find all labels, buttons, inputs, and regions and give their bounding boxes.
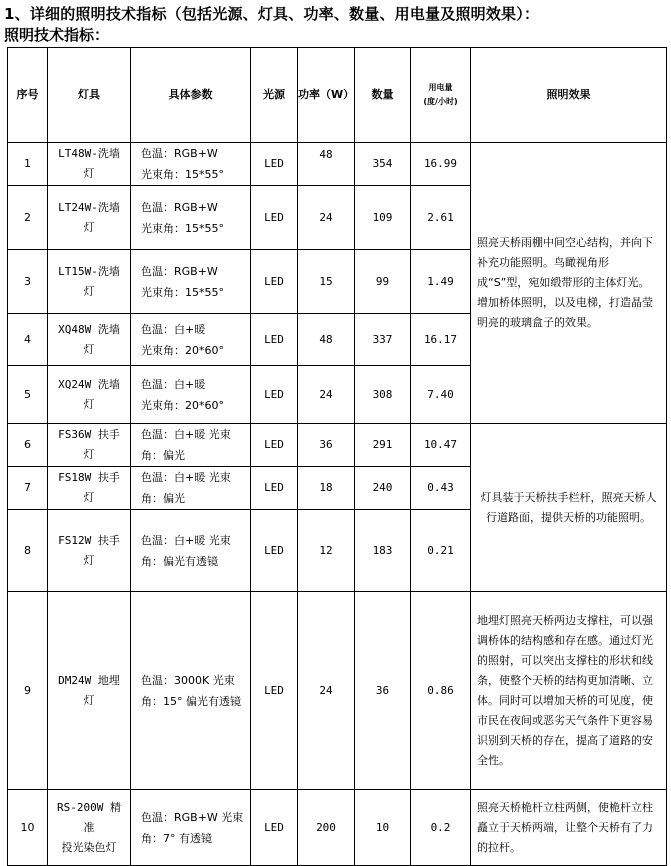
param-beam-angle: 角：7° 有透镜 bbox=[141, 831, 212, 845]
row-lamp: FS36W 扶手灯 bbox=[48, 424, 131, 467]
usage-unit: (度/小时) bbox=[423, 97, 458, 106]
param-color-temp: 色温：白+暖 bbox=[141, 322, 206, 336]
row-qty: 308 bbox=[355, 366, 411, 424]
row-source: LED bbox=[251, 314, 298, 366]
row-usage: 2.61 bbox=[411, 186, 471, 250]
row-lamp: FS12W 扶手灯 bbox=[48, 510, 131, 592]
row-power: 200 bbox=[298, 790, 355, 866]
row-no: 2 bbox=[8, 186, 48, 250]
row-params bbox=[131, 424, 251, 467]
row-no: 8 bbox=[8, 510, 48, 592]
row-power: 12 bbox=[298, 510, 355, 592]
row-params bbox=[131, 186, 251, 250]
section-subheading: 照明技术指标： bbox=[4, 26, 110, 44]
lamp-type: 投光染色灯 bbox=[61, 840, 117, 854]
row-power: 48 bbox=[298, 314, 355, 366]
param-color-temp: 色温：3000K 光束 bbox=[141, 673, 235, 687]
row-usage: 0.86 bbox=[411, 592, 471, 790]
param-color-temp: 色温：RGB+W bbox=[141, 147, 218, 160]
effect-group-1: 照亮天桥雨棚中间空心结构，并向下补充功能照明。鸟瞰视角形成“S”型，宛如缎带形的主体灯光。增加桥体照明，以及电梯，打造晶莹明亮的玻璃盒子的效果。 bbox=[471, 143, 667, 424]
param-color-temp: 色温：白+暖 光束 bbox=[141, 471, 231, 484]
param-color-temp: 色温：白+暖 bbox=[141, 377, 206, 391]
row-power: 24 bbox=[298, 366, 355, 424]
row-source: LED bbox=[251, 790, 298, 866]
row-qty: 240 bbox=[355, 467, 411, 510]
row-source: LED bbox=[251, 366, 298, 424]
row-no: 7 bbox=[8, 467, 48, 510]
row-no: 9 bbox=[8, 592, 48, 790]
param-color-temp: 色温：白+暖 光束 bbox=[141, 428, 231, 441]
row-lamp: FS18W 扶手灯 bbox=[48, 467, 131, 510]
row-params bbox=[131, 314, 251, 366]
param-beam-angle: 角：偏光 bbox=[141, 492, 185, 505]
table-row bbox=[8, 143, 667, 186]
param-color-temp: 色温：RGB+W bbox=[141, 200, 218, 214]
row-no: 6 bbox=[8, 424, 48, 467]
table-row bbox=[8, 790, 667, 866]
lamp-model: RS-200W 精准 bbox=[57, 800, 121, 834]
usage-label: 用电量 bbox=[428, 83, 453, 92]
row-usage: 16.17 bbox=[411, 314, 471, 366]
row-params bbox=[131, 467, 251, 510]
param-beam-angle: 角：偏光 bbox=[141, 449, 185, 462]
row-lamp: LT24W-洗墙灯 bbox=[48, 186, 131, 250]
row-lamp: LT15W-洗墙灯 bbox=[48, 250, 131, 314]
row-power: 24 bbox=[298, 592, 355, 790]
section-heading: 1、详细的照明技术指标（包括光源、灯具、功率、数量、用电量及照明效果）： bbox=[4, 5, 540, 23]
row-qty: 36 bbox=[355, 592, 411, 790]
table-row bbox=[8, 424, 667, 467]
param-beam-angle: 光束角：15*55° bbox=[141, 221, 224, 235]
effect-group-2: 灯具装于天桥扶手栏杆，照亮天桥人行道路面，提供天桥的功能照明。 bbox=[471, 424, 667, 592]
row-params bbox=[131, 366, 251, 424]
row-usage: 1.49 bbox=[411, 250, 471, 314]
row-lamp: XQ24W 洗墙灯 bbox=[48, 366, 131, 424]
col-header-usage bbox=[411, 48, 471, 143]
row-source: LED bbox=[251, 510, 298, 592]
lighting-spec-table bbox=[7, 47, 667, 866]
row-qty: 99 bbox=[355, 250, 411, 314]
col-header-source: 光源 bbox=[251, 48, 298, 143]
col-header-effect: 照明效果 bbox=[471, 48, 667, 143]
row-lamp: XQ48W 洗墙灯 bbox=[48, 314, 131, 366]
row-lamp bbox=[48, 790, 131, 866]
row-usage: 10.47 bbox=[411, 424, 471, 467]
row-source: LED bbox=[251, 186, 298, 250]
param-color-temp: 色温：白+暖 光束 bbox=[141, 533, 231, 547]
row-power: 36 bbox=[298, 424, 355, 467]
row-power: 18 bbox=[298, 467, 355, 510]
param-beam-angle: 光束角：15*55° bbox=[141, 168, 224, 181]
row-params bbox=[131, 250, 251, 314]
row-usage: 0.2 bbox=[411, 790, 471, 866]
param-color-temp: 色温：RGB+W bbox=[141, 264, 218, 278]
param-color-temp: 色温：RGB+W 光束 bbox=[141, 810, 244, 824]
param-beam-angle: 光束角：15*55° bbox=[141, 285, 224, 299]
param-beam-angle: 角：偏光有透镜 bbox=[141, 554, 218, 568]
row-qty: 183 bbox=[355, 510, 411, 592]
row-source: LED bbox=[251, 592, 298, 790]
row-qty: 10 bbox=[355, 790, 411, 866]
col-header-lamp: 灯具 bbox=[48, 48, 131, 143]
row-params bbox=[131, 790, 251, 866]
row-source: LED bbox=[251, 424, 298, 467]
row-usage: 0.21 bbox=[411, 510, 471, 592]
param-beam-angle: 光束角：20*60° bbox=[141, 398, 224, 412]
row-params bbox=[131, 592, 251, 790]
row-usage: 0.43 bbox=[411, 467, 471, 510]
row-lamp: LT48W-洗墙灯 bbox=[48, 143, 131, 186]
col-header-params: 具体参数 bbox=[131, 48, 251, 143]
row-params bbox=[131, 510, 251, 592]
row-usage: 16.99 bbox=[411, 143, 471, 186]
row-no: 5 bbox=[8, 366, 48, 424]
row-params bbox=[131, 143, 251, 186]
row-lamp: DM24W 地埋灯 bbox=[48, 592, 131, 790]
row-no: 10 bbox=[8, 790, 48, 866]
row-power: 15 bbox=[298, 250, 355, 314]
row-qty: 109 bbox=[355, 186, 411, 250]
col-header-power: 功率（W） bbox=[298, 48, 355, 143]
row-qty: 291 bbox=[355, 424, 411, 467]
effect-group-4: 照亮天桥桅杆立柱两侧，使桅杆立柱矗立于天桥两端，让整个天桥有了力的拉杆。 bbox=[471, 790, 667, 866]
row-source: LED bbox=[251, 467, 298, 510]
table-header-row bbox=[8, 48, 667, 143]
row-power: 24 bbox=[298, 186, 355, 250]
row-no: 3 bbox=[8, 250, 48, 314]
row-no: 1 bbox=[8, 143, 48, 186]
row-usage: 7.40 bbox=[411, 366, 471, 424]
param-beam-angle: 角：15° 偏光有透镜 bbox=[141, 694, 241, 708]
row-source: LED bbox=[251, 143, 298, 186]
table-row bbox=[8, 592, 667, 790]
row-power: 48 bbox=[298, 143, 355, 186]
col-header-qty: 数量 bbox=[355, 48, 411, 143]
row-no: 4 bbox=[8, 314, 48, 366]
row-qty: 337 bbox=[355, 314, 411, 366]
row-source: LED bbox=[251, 250, 298, 314]
row-qty: 354 bbox=[355, 143, 411, 186]
col-header-no: 序号 bbox=[8, 48, 48, 143]
param-beam-angle: 光束角：20*60° bbox=[141, 343, 224, 357]
effect-group-3: 地埋灯照亮天桥两边支撑柱，可以强调桥体的结构感和存在感。通过灯光的照射，可以突出支撑柱的形状和线条，使整个天桥的结构更加清晰、立体。同时可以增加天桥的可见度，使市民在夜间或恶劣天气条件下更容易识别到天桥的存在，提高了道路的安全性。 bbox=[471, 592, 667, 790]
